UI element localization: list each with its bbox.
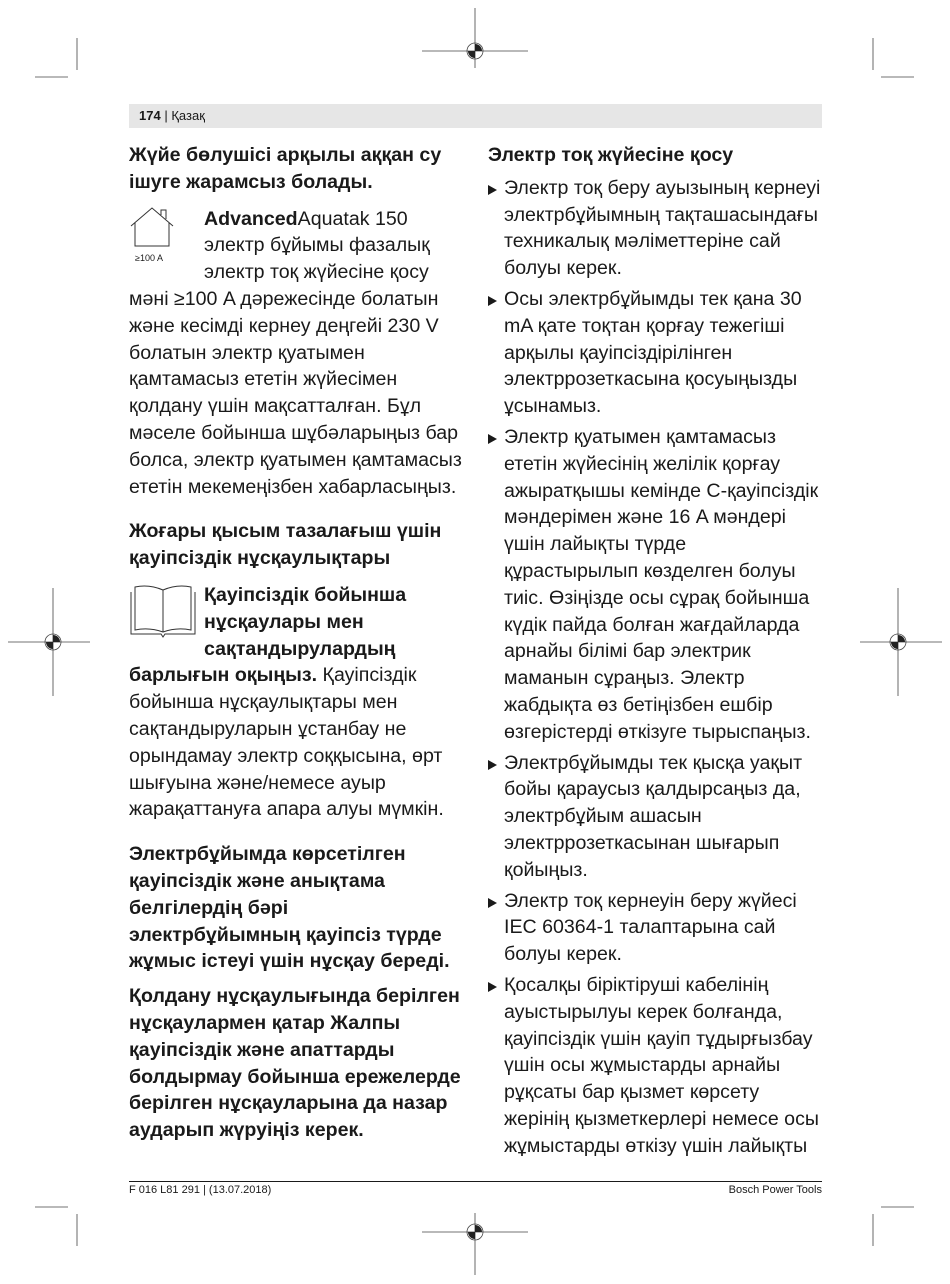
intro-line-3: электр тоқ жүйесіне қосу bbox=[204, 261, 429, 284]
list-item: Электр тоқ беру ауызының кернеуі электрбұйымның тақташасындағы техникалық мәліметтеріне сай болуы керек. bbox=[488, 175, 823, 282]
page-number: 174 bbox=[139, 108, 161, 123]
footer-rule bbox=[129, 1181, 822, 1182]
house-icon bbox=[129, 206, 204, 286]
list-item: Электр қуатымен қамтамасыз ететін жүйесінің желілік қорғау ажыратқышы кемінде С-қауіпсіздік мәндерімен және 16 A мәндері үшін лайықты түрде құрастырылып көзделген болуы тиіс. Өзіңізде осы сұрақ бойынша күдік пайда болған жағдайларда арнайы білімі бар электрик маманын сұраңыз. Электр жабдықта өз бетіңізбен ешбір өзгерістерді өткізуге тырыспаңыз. bbox=[488, 424, 823, 746]
header-language: Қазақ bbox=[171, 108, 205, 123]
symbols-paragraph: Электрбұйымда көрсетілген қауіпсіздік және анықтама белгілердің бәрі электрбұйымның қауіпсіз түрде жұмыс істеуі үшін нұсқау береді. bbox=[129, 843, 450, 973]
list-item: Қосалқы біріктіруші кабелінің ауыстырылуы керек болғанда, қауіпсіздік үшін қауіп тұдырғызбау үшін осы жұмыстарды арнайы рұқсаты бар қызмет көрсету жерінің қызметкерлері немесе осы жұмыстарды өткізу үшін лайықты bbox=[488, 972, 823, 1160]
read-instructions-block bbox=[129, 582, 464, 662]
list-item: Электрбұйымды тек қысқа уақыт бойы қараусыз қалдырсаңыз да, электрбұйым ашасын электррозеткасынан шығарып қойыңыз. bbox=[488, 750, 823, 884]
bullet-triangle-icon bbox=[488, 760, 497, 770]
intro-first-line bbox=[204, 206, 464, 233]
footer-doc-code: F 016 L81 291 | (13.07.2018) bbox=[129, 1184, 272, 1196]
bullet-triangle-icon bbox=[488, 982, 497, 992]
intro-line-2: электр бұйымы фазалық bbox=[204, 234, 430, 257]
product-name: Aquatak 150 bbox=[297, 207, 408, 230]
read-bold-tail: барлығын оқыңыз. bbox=[129, 664, 318, 687]
right-column bbox=[488, 142, 823, 1163]
bullet-triangle-icon bbox=[488, 185, 497, 195]
safety-heading: Жоғары қысым тазалағыш үшін қауіпсіздік нұсқаулықтары bbox=[129, 520, 442, 570]
read-instructions-paragraph bbox=[129, 662, 464, 823]
power-supply-block bbox=[129, 206, 464, 286]
book-icon bbox=[129, 582, 204, 662]
footer-brand: Bosch Power Tools bbox=[728, 1184, 822, 1196]
brand-advanced: Advanced bbox=[204, 207, 298, 230]
bullet-triangle-icon bbox=[488, 434, 497, 444]
read-normal-text: Қауіпсіздік бойынша нұсқаулықтары мен сақтандыруларын ұстанбау не орындамау электр соққысына, өрт шығуына және/немесе ауыр жарақаттануға апара алуы мүмкін. bbox=[129, 664, 444, 821]
water-warning-heading: Жүйе бөлушісі арқылы аққан су ішуге жарамсыз болады. bbox=[129, 144, 442, 193]
header-separator: | bbox=[164, 108, 168, 123]
read-line-2: нұсқаулары мен bbox=[204, 610, 364, 633]
list-item: Электр тоқ кернеуін беру жүйесі IEC 60364-1 талаптарына сай болуы керек. bbox=[488, 888, 823, 968]
manual-paragraph: Қолдану нұсқаулығында берілген нұсқаулармен қатар Жалпы қауіпсіздік және апаттарды болдырмау бойынша ережелерде берілген нұсқауларына да назар аударып жүруіңіз керек. bbox=[129, 985, 461, 1142]
page-header bbox=[129, 104, 822, 128]
mains-bullets bbox=[488, 175, 823, 1160]
intro-continuation: мәні ≥100 A дәрежесінде болатын және кесімді кернеу деңгейі 230 V болатын электр қуатымен қамтамасыз ететін жүйесімен қолдану үшін мақсатталған. Бұл мәселе бойынша шұбәларыңыз бар болса, электр қуатымен қамтамасыз ететін мекемеңізбен хабарласыңыз. bbox=[129, 287, 462, 498]
list-item: Осы электрбұйымды тек қана 30 mA қате тоқтан қорғау тежегіші арқылы қауіпсіздірілінген электррозеткасына қосуыңызды ұсынамыз. bbox=[488, 286, 823, 420]
read-line-3: сақтандырулардың bbox=[204, 637, 396, 660]
bullet-triangle-icon bbox=[488, 296, 497, 306]
read-line-1: Қауіпсіздік бойынша bbox=[204, 583, 407, 606]
mains-heading: Электр тоқ жүйесіне қосу bbox=[488, 144, 734, 166]
left-column bbox=[129, 142, 464, 1144]
bullet-triangle-icon bbox=[488, 898, 497, 908]
house-icon-caption: ≥100 A bbox=[135, 252, 163, 263]
